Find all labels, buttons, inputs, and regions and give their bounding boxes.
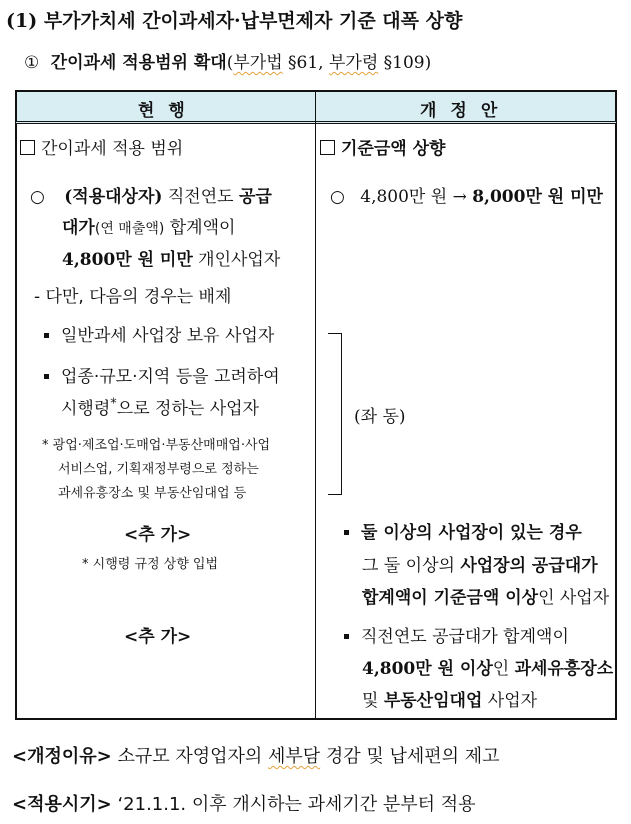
same-as-left-label: (좌 동) (354, 407, 406, 427)
right-item-1 (330, 182, 603, 207)
square-bullet-icon (344, 530, 349, 535)
item1-text-2: 합계액이 (164, 218, 236, 238)
right-add-1-text-1: 둘 이상의 사업장이 있는 경우 (361, 523, 582, 543)
left-item-1-line-2 (62, 213, 235, 238)
item1-text: 직전연도 (162, 187, 239, 207)
checkbox-square-icon (320, 140, 335, 155)
exclusion-2-text-1: 업종·규모·지역 등을 고려하여 (61, 367, 280, 387)
subsection-title (24, 48, 431, 73)
circle-bullet-icon: ○ (30, 187, 45, 207)
table-header-row (15, 90, 617, 124)
reason-line (12, 742, 500, 768)
footnote-line-3: 과세유흥장소 및 부동산임대업 등 (58, 486, 247, 501)
law-ref-open: ( (226, 53, 234, 73)
right-add-1-line-2 (362, 551, 598, 576)
item1-amount: 4,800만 원 미만 (62, 250, 193, 270)
footnote-star: * (110, 396, 117, 412)
exclusion-2-line-2 (61, 394, 259, 419)
footnote-line-1: * 광업·제조업·도매업·부동산매매업·사업 (42, 438, 271, 453)
item1-bold: 공급 (238, 187, 272, 207)
right-add-1-line-1 (344, 518, 582, 543)
left-item-1-line-3 (62, 245, 280, 270)
reason-text-1: 소규모 자영업자의 (111, 746, 268, 767)
item1-bold-2: 대가 (62, 218, 95, 238)
right-box-title-text: 기준금액 상향 (341, 139, 446, 159)
exclusion-2-text-2: 시행령 (61, 399, 111, 419)
reason-label: <개정이유> (12, 746, 112, 767)
right-add-1-text-2b: 사업장의 공급대가 (460, 556, 598, 576)
right-item1-amount: 8,000만 원 미만 (472, 187, 603, 207)
checkbox-square-icon (20, 140, 35, 155)
square-bullet-icon (44, 333, 49, 338)
square-bullet-icon (344, 634, 349, 639)
right-add-2-text-3a: 및 (362, 691, 384, 711)
right-item1-text: 4,800만 원 → (360, 187, 473, 207)
subsection-title-text: 간이과세 적용범위 확대 (50, 53, 227, 73)
same-as-left-bracket (328, 333, 342, 495)
apply-label: <적용시기> (12, 794, 112, 815)
right-add-1-text-3a: 합계액이 기준금액 이상 (362, 588, 539, 608)
circle-bullet-icon: ○ (330, 187, 345, 207)
law-ref-2-num: §109) (378, 53, 432, 73)
left-item-1-line-1 (30, 182, 272, 207)
reason-text-2: 세부담 (268, 746, 321, 767)
section-title (6, 6, 462, 33)
right-add-2-line-1 (344, 622, 569, 647)
law-ref-2: 부가령 (328, 53, 379, 73)
right-add-2-bold: 과세유흥장소 (514, 659, 614, 679)
right-add-2-text-3b: 사업자 (482, 691, 538, 711)
right-add-2-text-2: 인 (492, 659, 515, 679)
table-column-divider (315, 90, 316, 720)
right-add-2-amount: 4,800만 원 이상 (362, 659, 493, 679)
item1-paren: (연 매출액) (94, 221, 165, 237)
right-add-2-bold-2: 부동산임대업 (383, 691, 483, 711)
apply-line (12, 790, 476, 816)
square-bullet-icon (44, 374, 49, 379)
right-box-title (320, 134, 445, 159)
right-add-2-text-1: 직전연도 공급대가 합계액이 (361, 627, 569, 647)
left-box-title-text: 간이과세 적용 범위 (41, 139, 184, 159)
apply-text: ‘21.1.1. 이후 개시하는 과세기간 분부터 적용 (111, 794, 476, 815)
right-add-1-text-3b: 인 사업자 (538, 588, 610, 608)
right-add-1-text-2a: 그 둘 이상의 (362, 556, 461, 576)
left-dash-line: - 다만, 다음의 경우는 배제 (34, 287, 232, 307)
exclusion-2-line-1 (44, 362, 280, 387)
right-add-2-line-3 (362, 686, 537, 711)
footnote-line-2: 서비스업, 기획재정부령으로 정하는 (58, 462, 259, 477)
right-add-2-line-2 (362, 654, 613, 679)
column-header-current: 현행 (138, 101, 199, 121)
subsection-number: ① (24, 53, 40, 73)
left-box-title (20, 134, 183, 159)
item1-text-3: 개인사업자 (192, 250, 281, 270)
column-header-revision: 개정안 (420, 101, 512, 121)
exclusion-1 (44, 321, 274, 346)
reason-text-3: 경감 및 납세편의 제고 (320, 746, 500, 767)
addition-note: * 시행령 규정 상향 입법 (82, 557, 219, 572)
section-title-text: (1) 부가가치세 간이과세자·납부면제자 기준 대폭 상향 (6, 10, 463, 32)
right-add-1-line-3 (362, 583, 609, 608)
addition-label-1: <추 가> (124, 525, 192, 545)
item1-label: (적용대상자) (64, 187, 163, 207)
exclusion-2-text-3: 으로 정하는 사업자 (116, 399, 259, 419)
law-ref-1: 부가법 (233, 53, 283, 73)
addition-label-2: <추 가> (124, 627, 192, 647)
exclusion-1-text: 일반과세 사업장 보유 사업자 (61, 326, 275, 346)
law-ref-1-num: §61, (282, 53, 329, 73)
